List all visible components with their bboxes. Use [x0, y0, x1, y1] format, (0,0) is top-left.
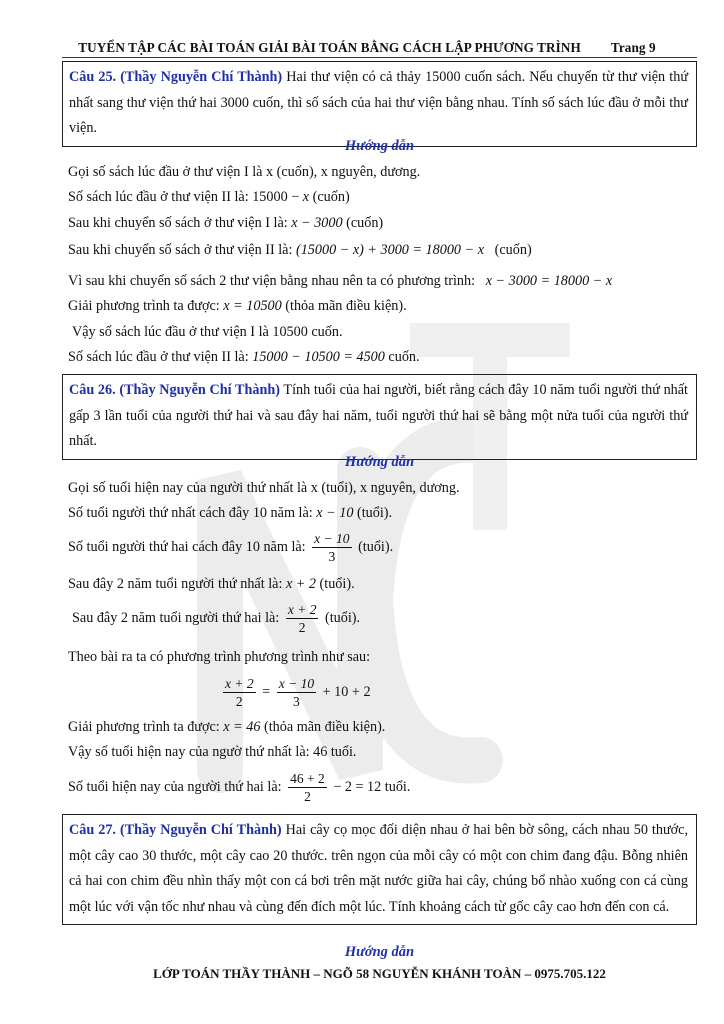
q26-line-6: Theo bài ra ta có phương trình phương trình như sau: — [68, 649, 371, 665]
question-27-guide-heading: Hướng dẫn — [344, 944, 415, 960]
question-25-box — [62, 61, 697, 147]
page-header — [62, 40, 672, 56]
question-26-guide-heading: Hướng dẫn — [344, 454, 415, 470]
q26-line-4: Sau đây 2 năm tuổi người thứ nhất là: x + 2 (tuổi). — [68, 576, 355, 592]
question-27-box — [62, 814, 697, 925]
q26-line-3: Số tuổi người thứ hai cách đây 10 năm là: $\frac{x - 10}{3}$ (tuổi). — [68, 531, 394, 564]
eq-right-frac: $\frac{x - 10}{3}$ — [278, 676, 315, 709]
question-25-text: Hai thư viện có cả thảy 15000 cuốn sách. Nếu chuyển từ thư viện thứ nhất sang thư viện thứ hai 3000 cuốn, thì số sách của hai thư viện bằng nhau. Tính số sách lúc đầu ở mỗi thư viện. — [69, 69, 689, 137]
question-27-text: Hai cây cọ mọc đối diện nhau ở hai bên bờ sông, cách nhau 50 thước, một cây cao 30 thước, một cây cao 20 thước. trên ngọn của mỗi cây có một con chim đang đậu. Bỗng nhiên cả hai con chim đều nhìn thấy một con cá bơi trên mặt nước giữa hai cây, chúng bổ nhào xuống con cá cùng một lúc với vận tốc như nhau và cùng đến đích một lúc. Tính khoảng cách từ gốc cây cao hơn đến con cá. — [69, 822, 688, 915]
q26-line-1: Gọi số tuổi hiện nay của người thứ nhất là x (tuổi), x nguyên, dương. — [68, 480, 460, 496]
q25-line-5: Vì sau khi chuyển số sách 2 thư viện bằng nhau nên ta có phương trình: x − 3000 = 18000 − x — [68, 273, 613, 289]
q26-equation: $\frac{x + 2}{2}$ = $\frac{x - 10}{3}$ + 10 + 2 — [225, 676, 371, 709]
question-27-label: Câu 27. (Thầy Nguyễn Chí Thành) — [69, 822, 282, 838]
q25-line-3: Sau khi chuyển số sách ở thư viện I là: x − 3000 (cuốn) — [68, 215, 384, 231]
q26-line-2: Số tuổi người thứ nhất cách đây 10 năm là: x − 10 (tuổi). — [68, 505, 393, 521]
question-25-label: Câu 25. (Thầy Nguyễn Chí Thành) — [69, 69, 283, 85]
q26-frac-3: $\frac{46 + 2}{2}$ — [290, 771, 325, 804]
header-divider — [62, 57, 697, 58]
page-footer: LỚP TOÁN THẦY THÀNH – NGÕ 58 NGUYỄN KHÁNH TOÀN – 0975.705.122 — [153, 966, 606, 981]
q26-line-5: Sau đây 2 năm tuổi người thứ hai là: $\frac{x + 2}{2}$ (tuổi). — [72, 602, 361, 635]
question-26-label: Câu 26. (Thầy Nguyễn Chí Thành) — [69, 382, 280, 398]
q25-line-2: Số sách lúc đầu ở thư viện II là: 15000 − x (cuốn) — [68, 189, 350, 205]
q25-line-1: Gọi số sách lúc đầu ở thư viện I là x (cuốn), x nguyên, dương. — [68, 164, 421, 180]
q25-line-8: Số sách lúc đầu ở thư viện II là: 15000 − 10500 = 4500 cuốn. — [68, 349, 420, 365]
q25-line-4: Sau khi chuyển số sách ở thư viện II là: (15000 − x) + 3000 = 18000 − x (cuốn) — [68, 242, 532, 258]
q25-line-7: Vậy số sách lúc đầu ở thư viện I là 10500 cuốn. — [72, 324, 343, 340]
q26-line-8: Vậy số tuổi hiện nay của ngườ thứ nhất là: 46 tuổi. — [68, 744, 357, 760]
question-26-box — [62, 374, 697, 460]
header-title: TUYỂN TẬP CÁC BÀI TOÁN GIẢI BÀI TOÁN BẰNG CÁCH LẬP PHƯƠNG TRÌNH — [78, 40, 581, 55]
q26-frac-1: $\frac{x - 10}{3}$ — [314, 531, 350, 564]
eq-left-frac: $\frac{x + 2}{2}$ — [225, 676, 254, 709]
q26-line-9: Số tuổi hiện nay của người thứ hai là: $\frac{46 + 2}{2}$ − 2 = 12 tuổi. — [68, 771, 411, 804]
question-26-text: Tính tuổi của hai người, biết rằng cách đây 10 năm tuổi người thứ nhất gấp 3 lần tuổi của người thứ hai và sau đây hai năm, tuổi người thứ hai sẽ bằng một nửa tuổi của người thứ nhất. — [69, 382, 688, 450]
q25-line-6: Giải phương trình ta được: x = 10500 (thỏa mãn điều kiện). — [68, 298, 407, 314]
question-25-guide-heading: Hướng dẫn — [344, 138, 415, 154]
q26-line-7: Giải phương trình ta được: x = 46 (thỏa mãn điều kiện). — [68, 719, 386, 735]
page-number: Trang 9 — [610, 40, 656, 55]
q26-frac-2: $\frac{x + 2}{2}$ — [287, 602, 317, 635]
